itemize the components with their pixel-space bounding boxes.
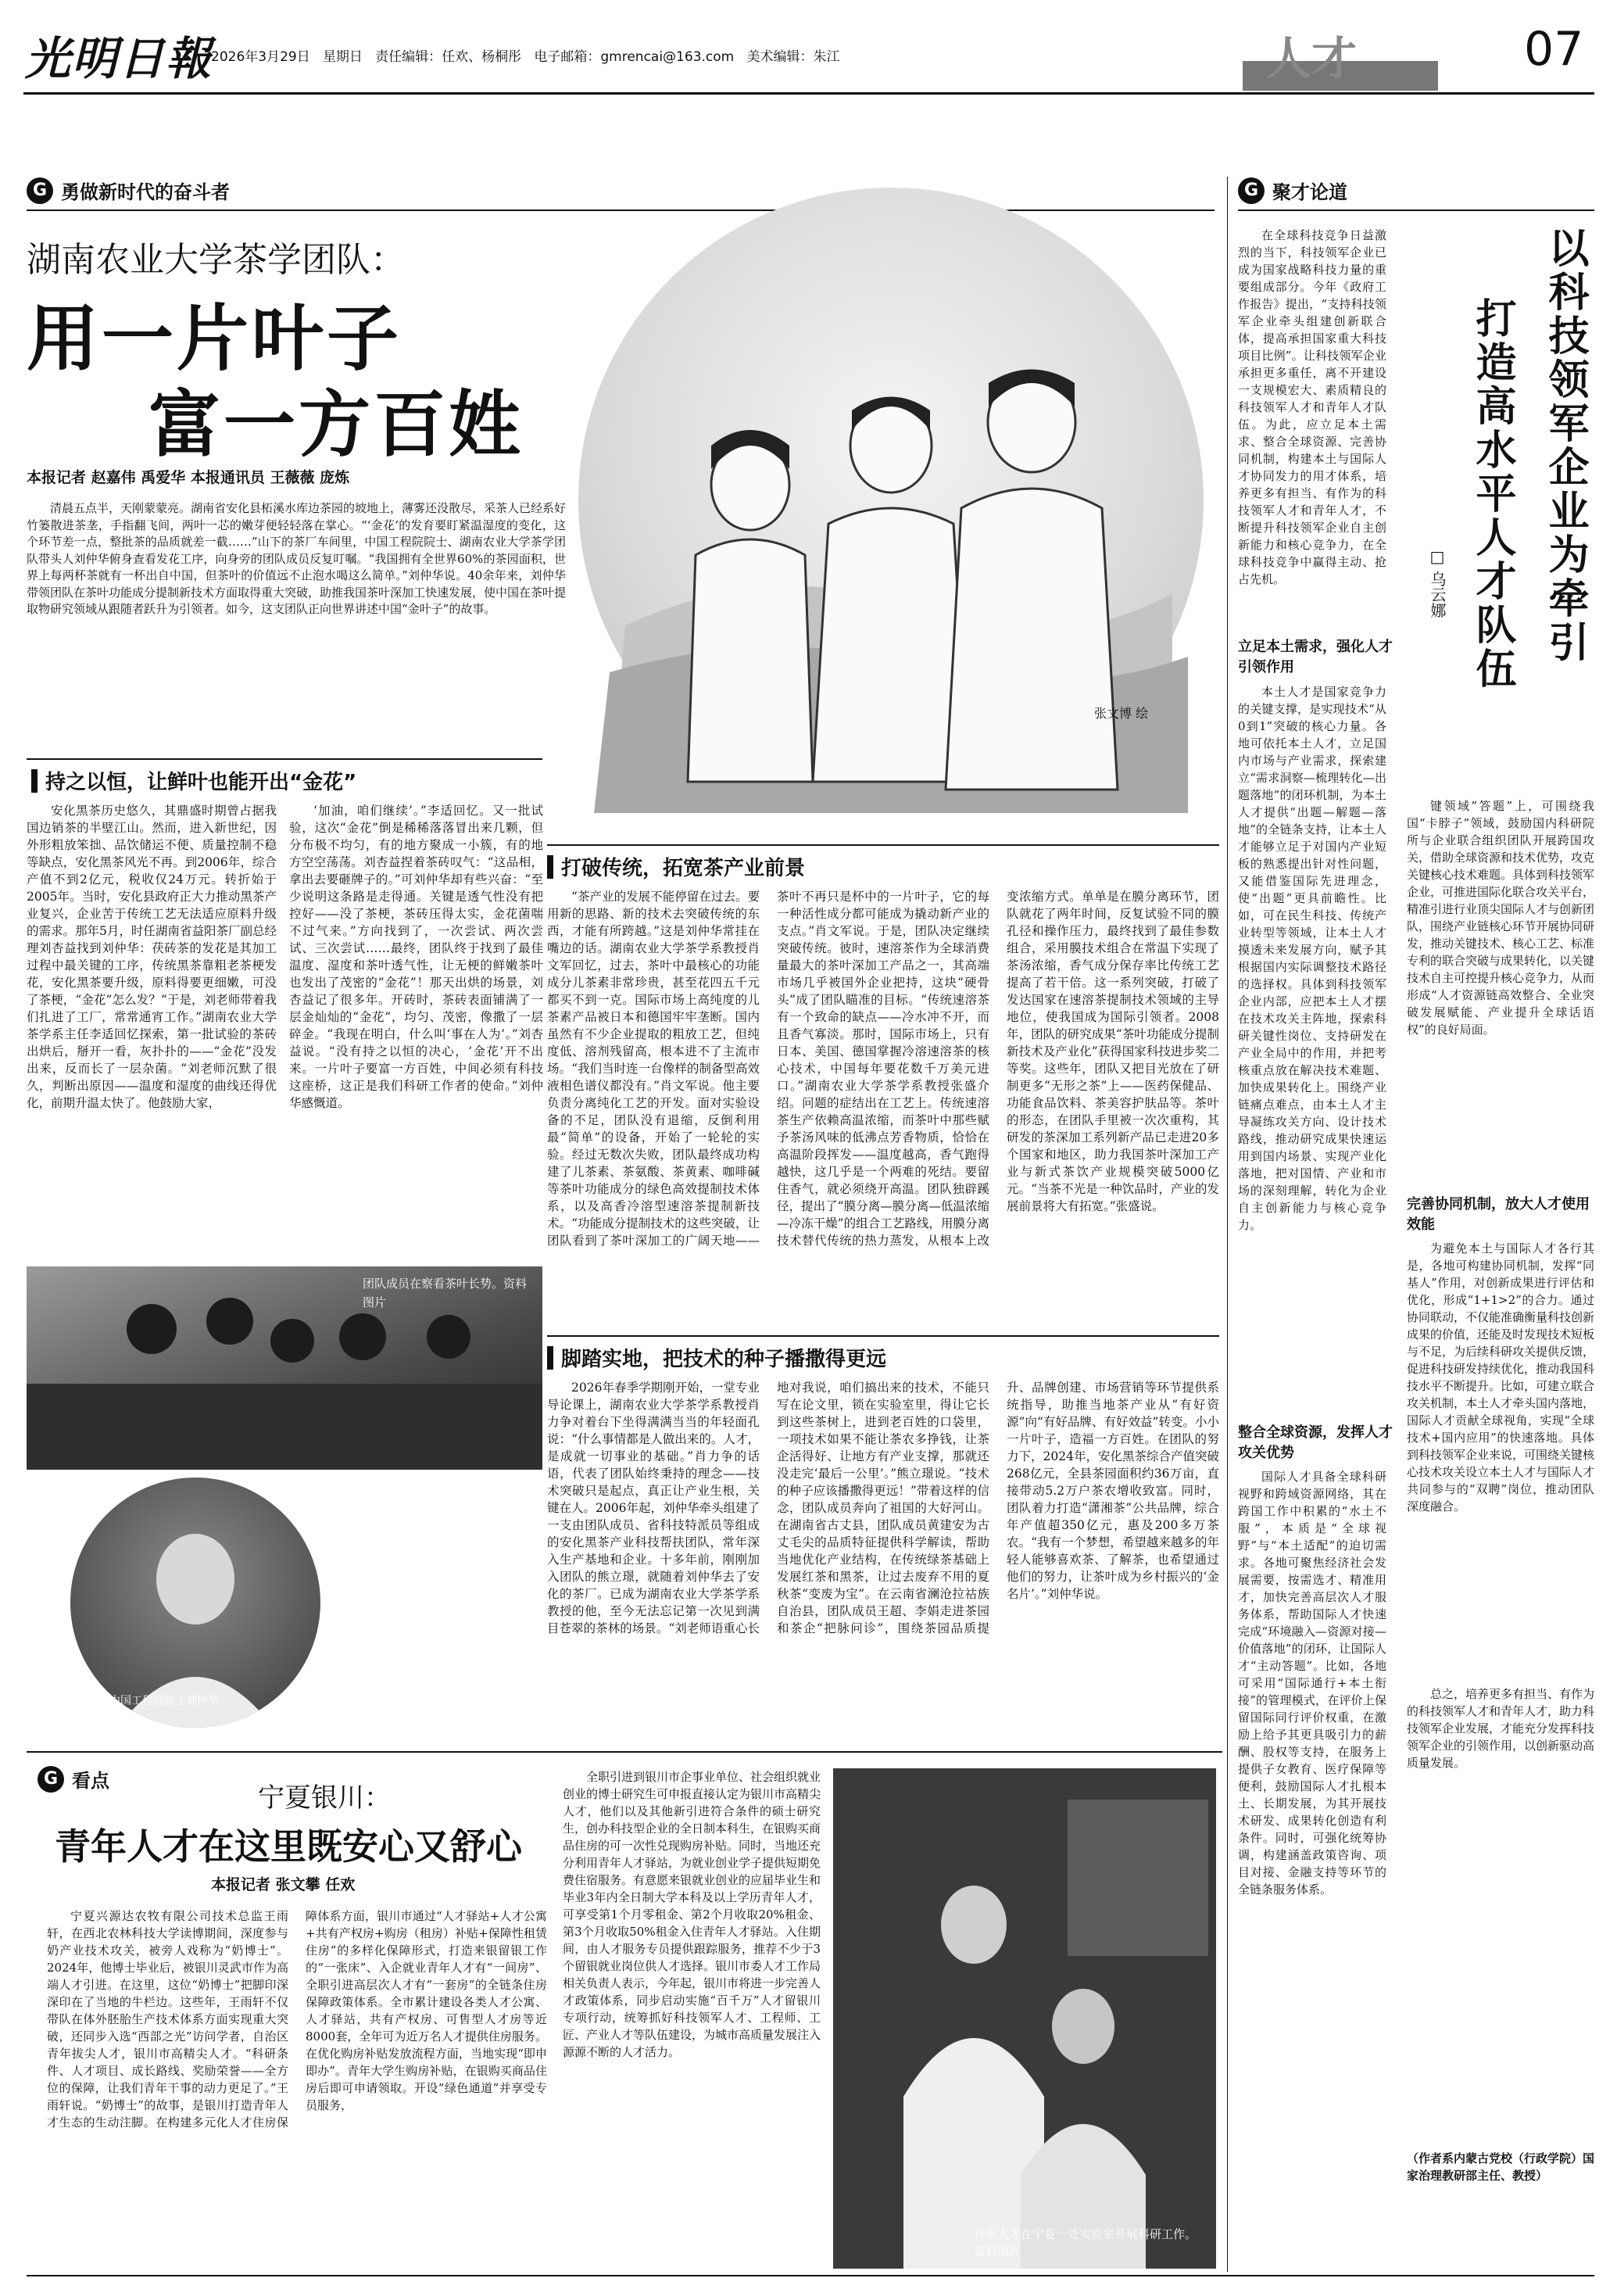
subheading-down-to-earth <box>547 1343 886 1372</box>
issue-info <box>211 45 839 65</box>
issue-email[interactable]: 电子邮箱：gmrencai@163.com <box>534 49 735 65</box>
subheading-text: 持之以恒，让鲜叶也能开出“金花” <box>45 771 357 794</box>
subheading-bar-icon <box>547 855 553 879</box>
scientist-photo-caption: 中国工程院院士刘仲华 <box>109 1695 219 1707</box>
bottom-byline: 本报记者 张文攀 任欢 <box>211 1876 356 1893</box>
sub1-column-a: 安化黑茶历史悠久，其鼎盛时期曾占据我国边销茶的半壁江山。然而，进入新世纪，因外形粗放笨拙、品饮储运不便、质量控制不稳等缺点，安化黑茶风光不再。到2006年，综合产值不到2亿元，税收仅24万元。转折始于2005年。当时，安化县政府正大力推动黑茶产业复兴，企业苦于传统工艺无法适应原料升级的需求。那年5月，时任湖南省益阳茶厂副总经理刘杏益找到刘仲华：茯砖茶的发花是其加工过程中最关键的工序，传统黑茶靠粗老茶梗发花，安化黑茶要升级，原料得要更细嫩，可没了茶梗，“金花”怎么发？“于是，刘老师带着我们扎进了工厂，常常通宵工作。”湖南农业大学茶学系主任李适回忆探索，第一批试验的茶砖出烘后，掰开一看，灰扑扑的——“金花”没发出来，反而长了一层杂菌。“刘老师沉默了很久，判断出原因——温度和湿度的曲线还得优化，前期升温太快了。他鼓励大家， <box>27 804 277 1110</box>
right-author: □ 乌云娜 <box>1428 547 1447 618</box>
section-name: 人才 <box>1266 32 1358 85</box>
section-label-text: 聚才论道 <box>1272 181 1347 203</box>
right-sub1-body-b: 键领域”答题”上，可围绕我国“卡脖子”领域，鼓励国内科研院所与企业联合组织团队开展跨国攻关，借助全球资源和技术优势，攻克关键核心技术难题。具体到科技领军企业，可推进国际化联合攻关平台，精准引进行业顶尖国际人才与创新团队，围绕产业链核心环节开展协同研发，推动关键技术、核心工艺、标准专利的联合突破与成果转化，以关键技术自主可控提升核心竞争力，从而形成“人才资源链高效整合、全业突破发展赋能、产业提升全球话语权”的良好局面。 <box>1407 799 1594 1037</box>
issue-editors: 责任编辑：任欢、杨桐彤 <box>375 49 522 65</box>
section-label-left <box>27 177 230 204</box>
article-byline: 本报记者 赵嘉伟 禹爱华 本报通讯员 王薇薇 庞炼 <box>27 469 350 486</box>
bottom-label-text: 看点 <box>72 1770 109 1792</box>
issue-weekday: 星期日 <box>322 49 363 65</box>
right-headline-block <box>1407 227 1594 790</box>
subheading-text: 打破传统，拓宽茶产业前景 <box>561 857 806 880</box>
sub1-column-b: ‘加油，咱们继续’。”李适回忆。又一批试验，这次“金花”倒是稀稀落落冒出来几颗，但分布极不均匀，有的地方聚成一小簇，有的地方空空荡荡。刘杏益捏着茶砖叹气：“这品相，拿出去要砸牌子的。”可刘仲华却有些兴奋：“至少说明这条路是走得通。关键是透气性没有把控好——没了茶梗，茶砖压得太实，金花菌喘不过气来。”方向找到了，一次尝试、两次尝试、三次尝试……最终，团队终于找到了最佳温度、湿度和茶叶透气性，让无梗的鲜嫩茶叶也发出了茂密的“金花”！那天出烘的场景，刘杏益记了很多年。开砖时，茶砖表面铺满了一层金灿灿的“金花”，均匀、茂密，像撒了一层碎金。“我现在明白，什么叫‘事在人为’。”刘杏益说。“没有持之以恒的决心，‘金花’开不出来。一片叶子要富一方百姓，中间必须有科技这座桥，这正是我们科研工作者的使命。”刘仲华感慨道。 <box>289 804 543 1110</box>
column-divider-right <box>1227 177 1228 2272</box>
right-sub3-body: 国际人才具备全球科研视野和跨域资源网络，其在跨国工作中积累的“水土不服”，本质是“全球视野”与“本土适配”的迫切需求。各地可聚焦经济社会发展需要，按需选才、精准用才，加快完善高层次人才服务体系，帮助国际人才快速完成“环境融入—资源对接—价值落地”的闭环，让国际人才“主动答题”。比如，各地可采用“国际通行+本土衔接”的管理模式，在评价上保留国际同行评价权重，在激励上给予其更具吸引力的薪酬、股权等支持，在服务上提供子女教育、医疗保障等便利，鼓励国际人才扎根本土、长期发展，为其开展技术研发、成果转化创造有利条件。同时，可强化统筹协调，构建涵盖政策咨询、项目对接、金融支持等环节的全链条服务体系。 <box>1238 1470 1386 1897</box>
newspaper-logo: 光明日報 <box>25 32 213 85</box>
bottom-kicker: 宁夏银川： <box>258 1782 391 1814</box>
right-author-note: （作者系内蒙古党校（行政学院）国家治理教研部主任、教授） <box>1407 2151 1595 2183</box>
subheading-gold-flower <box>31 766 356 795</box>
bottom-body-b: 全职引进到银川市企事业单位、社会组织就业创业的博士研究生可申报直接认定为银川市高精尖人才，他们以及其他新引进符合条件的硕士研究生，创办科技型企业的全日制本科生，在银购买商品住房的可一次性兑现购房补贴。同时，当地还充分利用青年人才驿站，为就业创业学子提供短期免费住宿服务。有意愿来银就业创业的应届毕业生和毕业3年内全日制大学本科及以上学历青年人才，可享受第1个月零租金、第2个月收取20%租金、第3个月收取50%租金入住青年人才驿站。入住期间，由人才服务专员提供跟踪服务，推荐不少于3个留银就业岗位供人才选择。银川市委人才工作局相关负责人表示，今年起，银川市将进一步完善人才政策体系，同步启动实施“百千万”人才留银川专项行动，统筹抓好科技领军人才、工程师、工匠、产业人才等队伍建设，为城市高质量发展注入源源不断的人才活力。 <box>563 1770 821 2059</box>
illustration-credit: 张文博 绘 <box>1094 706 1149 721</box>
section-label-right <box>1238 177 1347 204</box>
bottom-box-top-rule <box>27 1751 1222 1753</box>
right-sub3-heading: 整合全球资源，发挥人才攻关优势 <box>1238 1424 1393 1461</box>
headline-line-1: 用一片叶子 <box>27 296 402 381</box>
team-illustration <box>578 188 1204 813</box>
issue-date: 2026年3月29日 <box>211 49 310 65</box>
scientist-photo-scene <box>70 1478 320 1728</box>
g-logo-icon: G <box>27 177 53 204</box>
sub3-body: 2026年春季学期刚开始，一堂专业导论课上，湖南农业大学茶学系教授肖力争对着台下坐得满满当当的年轻面孔说：“什么事情都是人做出来的。人才，是成就一切事业的基础。”肖力争的话语，代表了团队始终秉持的理念——技术突破只是起点，真正让产业生根，关键在人。2006年起，刘仲华牵头组建了一支由团队成员、省科技特派员等组成的安化黑茶产业科技帮扶团队，常年深入生产基地和企业。十多年前，刚刚加入团队的熊立璟，就随着刘仲华去了安化的茶厂。已成为湖南农业大学茶学系教授的他，至今无法忘记第一次见到满目苍翠的茶林的场景。“刘老师语重心长地对我说，咱们搞出来的技术，不能只写在论文里，锁在实验室里，得让它长到这些茶树上，进到老百姓的口袋里，一项技术如果不能让茶农多挣钱，让茶企活得好、让地方有产业支撑，那就还没走完‘最后一公里’。”熊立璟说。“技术的种子应该播撒得更远！”带着这样的信念，团队成员奔向了祖国的大好河山。在湖南省古丈县，团队成员黄建安为古丈毛尖的品质特征提供科学解读，帮助当地优化产业结构，在传统绿茶基础上发展红茶和黑茶，让过去废弃不用的夏秋茶“变废为宝”。在云南省澜沧拉祜族自治县，团队成员王超、李娟走进茶园和茶企“把脉问诊”，围绕茶园品质提升、品牌创建、市场营销等环节提供系统指导，助推当地茶产业从“有好资源”向“有好品牌、有好效益”转变。小小一片叶子，造福一方百姓。在团队的努力下，2024年，安化黑茶综合产值突破268亿元，全县茶园面积约36万亩，直接带动5.2万户茶农增收致富。同时，团队着力打造“潇湘茶”公共品牌，综合年产值超350亿元，惠及200多万茶农。“我有一个梦想，希望越来越多的年轻人能够喜欢茶、了解茶，也希望通过他们的努力，让茶叶成为乡村振兴的‘金名片’。”刘仲华说。 <box>547 1381 1219 1635</box>
subheading-bar-icon <box>31 769 38 793</box>
tea-garden-photo <box>27 1266 542 1470</box>
masthead-rule <box>23 92 1594 95</box>
page-number: 07 <box>1524 22 1584 77</box>
scientist-photo <box>70 1478 320 1728</box>
bottom-label <box>38 1765 109 1793</box>
g-logo-icon: G <box>38 1766 64 1793</box>
lab-photo-scene <box>833 1768 1216 2269</box>
bottom-body-a: 宁夏兴源达农牧有限公司技术总监王雨轩，在西北农林科技大学读博期间，深度参与奶产业技术攻关，被旁人戏称为“奶博士”。2024年，他博士毕业后，被银川灵武市作为高端人才引进。在这里，这位“奶博士”把脚印深深印在了当地的牛栏边。这些年，王雨轩不仅带队在体外胚胎生产技术体系方面实现重大突破，还同步入选“西部之光”访问学者，自治区青年拔尖人才，银川市高精尖人才。“科研条件、人才项目、成长路线、奖励荣誉——全方位的保障，让我们青年干事的动力更足了。”王雨轩说。“奶博士”的故事，是银川打造青年人才生态的生动注脚。在构建多元化人才住房保障体系方面，银川市通过“人才驿站+人才公寓+共有产权房+购房（租房）补贴+保障性租赁住房”的多样化保障形式，打造来银留银工作的“一张床”、入企就业青年人才有“一间房”、全职引进高层次人才有“一套房”的全链条住房保障政策体系。全市累计建设各类人才公寓、人才驿站，共有产权房、可售型人才房等近8000套，全年可为近万名人才提供住房服务。在优化购房补贴发放流程方面，当地实现“即申即办”。青年大学生购房补贴，在银购买商品住房后即可申请领取。开设“绿色通道”并享受专员服务， <box>47 1909 547 2129</box>
sub2-body: “茶产业的发展不能停留在过去。要用新的思路、新的技术去突破传统的东西，才能有所跨越。”这是刘仲华常挂在嘴边的话。湖南农业大学茶学系教授肖文军回忆，过去，茶叶中最核心的功能成分儿茶素非常珍贵，甚至花四五千元都买不到一克。国际市场上高纯度的儿茶素产品被日本和德国牢牢垄断。国内虽然有不少企业提取的粗放工艺，但纯度低、溶剂残留高，根本进不了主流市场。“我们当时连一台像样的制备型高效液相色谱仪都没有。”肖文军说。他主要负责分离纯化工艺的开发。面对实验设备的不足，团队没有退缩，反倒利用最“简单”的设备，开始了一轮轮的实验。经过无数次失败，团队最终成功构建了儿茶素、茶氨酸、茶黄素、咖啡碱等茶叶功能成分的绿色高效提制技术体系，以及高香冷溶型速溶茶提制新技术。“功能成分提制技术的这些突破，让团队看到了茶叶深加工的广阔天地——茶叶不再只是杯中的一片叶子，它的每一种活性成分都可能成为撬动新产业的支点。”肖文军说。于是，团队决定继续突破传统。彼时，速溶茶作为全球消费量最大的茶叶深加工产品之一，其高端市场几乎被国外企业把持，这块“硬骨头”成了团队瞄准的目标。“传统速溶茶有一个致命的缺点——冷水冲不开，而且香气寡淡。那时，国际市场上，只有日本、美国、德国掌握冷溶速溶茶的核心技术，中国每年要花数千万美元进口。”湖南农业大学茶学系教授张盛介绍。问题的症结出在工艺上。传统速溶茶生产依赖高温浓缩，而茶叶中那些赋予茶汤风味的低沸点芳香物质，恰恰在高温阶段挥发——温度越高，香气跑得越快，这几乎是一个两难的死结。要留住香气，就必须绕开高温。团队独辟蹊径，提出了“膜分离—膜分离—低温浓缩—冷冻干燥”的组合工艺路线，用膜分离技术替代传统的热力蒸发，从根本上改变浓缩方式。单单是在膜分离环节，团队就花了两年时间，反复试验不同的膜孔径和操作压力，最终找到了最佳参数组合，采用膜技术组合在常温下实现了茶汤浓缩，香气成分保存率比传统工艺提高了若干倍。这一系列突破，打破了发达国家在速溶茶提制技术领域的主导地位，使我国成为国际引领者。2008年，团队的研究成果“茶叶功能成分提制新技术及产业化”获得国家科技进步奖二等奖。这些年，团队又把目光放在了研制更多“无形之茶”上——医药保健品、功能食品饮料、茶美容护肤品等。茶叶的形态，在团队手里被一次次重构，其研发的茶深加工系列新产品已走进20多个国家和地区，助力我国茶叶深加工产业与新式茶饮产业规模突破5000亿元。“当茶不光是一种饮品时，产业的发展前景将大有拓宽。”张盛说。 <box>547 890 1219 1248</box>
right-sub2-body: 为避免本土与国际人才各行其是，各地可构建协同机制，发挥“同基人”作用，对创新成果进行评估和优化，形成“1+1>2”的合力。通过协同联动，不仅能准确衡量科技创新成果的价值，还能及时发现技术短板与不足，为后续科研攻关提供反馈，促进科技研发持续优化，推动我国科技水平不断提升。比如，可建立联合攻关机制，本土人才牵头国内落地，国际人才贡献全球视角，实现“全球技术+国内应用”的快速落地。具体到科技领军企业来说，可围绕关键核心技术攻关设立本土人才与国际人才共同参与的“双聘”岗位，推动团队深度融合。 <box>1407 1241 1594 1513</box>
right-sub2-heading: 完善协同机制，放大人才使用效能 <box>1407 1196 1590 1233</box>
sub2-rule <box>547 844 1219 846</box>
g-logo-icon: G <box>1238 177 1265 204</box>
right-headline-1: 以科技领军企业为牵引 <box>1541 227 1589 664</box>
masthead <box>0 0 1617 86</box>
subheading-text: 脚踏实地，把技术的种子播撒得更远 <box>561 1348 887 1371</box>
sub3-rule <box>547 1335 1219 1337</box>
subheading-bar-icon <box>547 1346 553 1370</box>
section-label-text: 勇做新时代的奋斗者 <box>61 181 230 203</box>
headline-line-2: 富一方百姓 <box>148 382 524 467</box>
lab-photo-caption: 青年人才在宁夏一处实验室开展科研工作。资料图片 <box>974 2227 1197 2258</box>
issue-art-editor: 美术编辑：朱江 <box>746 49 840 65</box>
article-kicker: 湖南农业大学茶学团队： <box>27 240 405 280</box>
right-headline-2: 打造高水平人才队伍 <box>1469 297 1516 691</box>
right-label-rule <box>1238 210 1594 211</box>
subheading-break-tradition <box>547 852 805 881</box>
article-lead: 清晨五点半，天刚蒙蒙亮。湖南省安化县柘溪水库边茶园的坡地上，薄雾还没散尽，采茶人已经系好竹篓散进茶垄，手指翻飞间，两叶一芯的嫩芽便轻轻落在掌心。“‘金花’的发育要盯紧温湿度的变化，这个环节差一点，整批茶的品质就差一截……”山下的茶厂车间里，中国工程院院士、湖南农业大学茶学团队带头人刘仲华俯身查看发花工序，向身旁的团队成员反复叮嘱。“我国拥有全世界60%的茶园面积，世界上每两杯茶就有一杯出自中国，但茶叶的价值远不止泡水喝这么简单。”刘仲华说。40余年来，刘仲华带领团队在茶叶功能成分提制新技术方面取得重大突破，助推我国茶叶深加工快速发展，使中国在茶叶提取物研究领域从跟随者跃升为引领者。如今，这支团队正向世界讲述中国“金叶子”的故事。 <box>27 501 566 616</box>
right-sub1-heading: 立足本土需求，强化人才引领作用 <box>1238 639 1393 675</box>
right-intro: 在全球科技竞争日益激烈的当下，科技领军企业已成为国家战略科技力量的重要组成部分。今年《政府工作报告》提出，“支持科技领军企业牵头组建创新联合体，提高承担国家重大科技项目比例”。让科技领军企业承担更多重任，离不开建设一支规模宏大、素质精良的科技领军人才和青年人才队伍。为此，应立足本土需求、整合全球资源、完善协同机制，构建本土与国际人才协同发力的用才体系，培养更多有担当、有作为的科技领军人才和青年人才，不断提升科技领军企业自主创新能力和核心竞争力，在全球科技竞争中赢得主动、抢占先机。 <box>1238 228 1386 586</box>
page-bottom-rule <box>27 2275 1594 2276</box>
lab-photo <box>833 1768 1216 2269</box>
right-sub1-body: 本土人才是国家竞争力的关键支撑，是实现技术“从0到1”突破的核心力量。各地可依托本土人才，立足国内市场与产业需求，探索建立“需求洞察—梳理转化—出题落地”的闭环机制，为本土人才提供“出题—解题—落地”的全链条支持，让本土人才能够立足于对国内产业短板的熟悉提出针对性问题，又能借鉴国际先进理念，使“出题”更具前瞻性。比如，可在民生科技、传统产业转型等领域，让本土人才摸透未来发展方向，赋予其根据国内实际调整技术路径的选择权。具体到科技领军企业内部，应把本土人才摆在技术攻关主阵地，探索科研关键性岗位、支持研发在产业全局中的作用，并把考核重点放在解决技术难题、加快成果转化上。围绕产业链痛点难点，由本土人才主导凝练攻关方向、设计技术路线，推动研究成果快速运用到国内场景、实现产业化落地，把对国情、产业和市场的深刻理解，转化为企业自主创新能力与核心竞争力。 <box>1238 685 1386 1232</box>
right-closing: 总之，培养更多有担当、有作为的科技领军人才和青年人才，助力科技领军企业发展，才能充分发挥科技领军企业的引领作用，以创新驱动高质量发展。 <box>1407 1687 1594 1770</box>
sub1-rule <box>27 758 542 760</box>
tea-garden-photo-caption: 团队成员在察看茶叶长势。资料图片 <box>363 1277 528 1309</box>
bottom-headline: 青年人才在这里既安心又舒心 <box>55 1825 522 1868</box>
